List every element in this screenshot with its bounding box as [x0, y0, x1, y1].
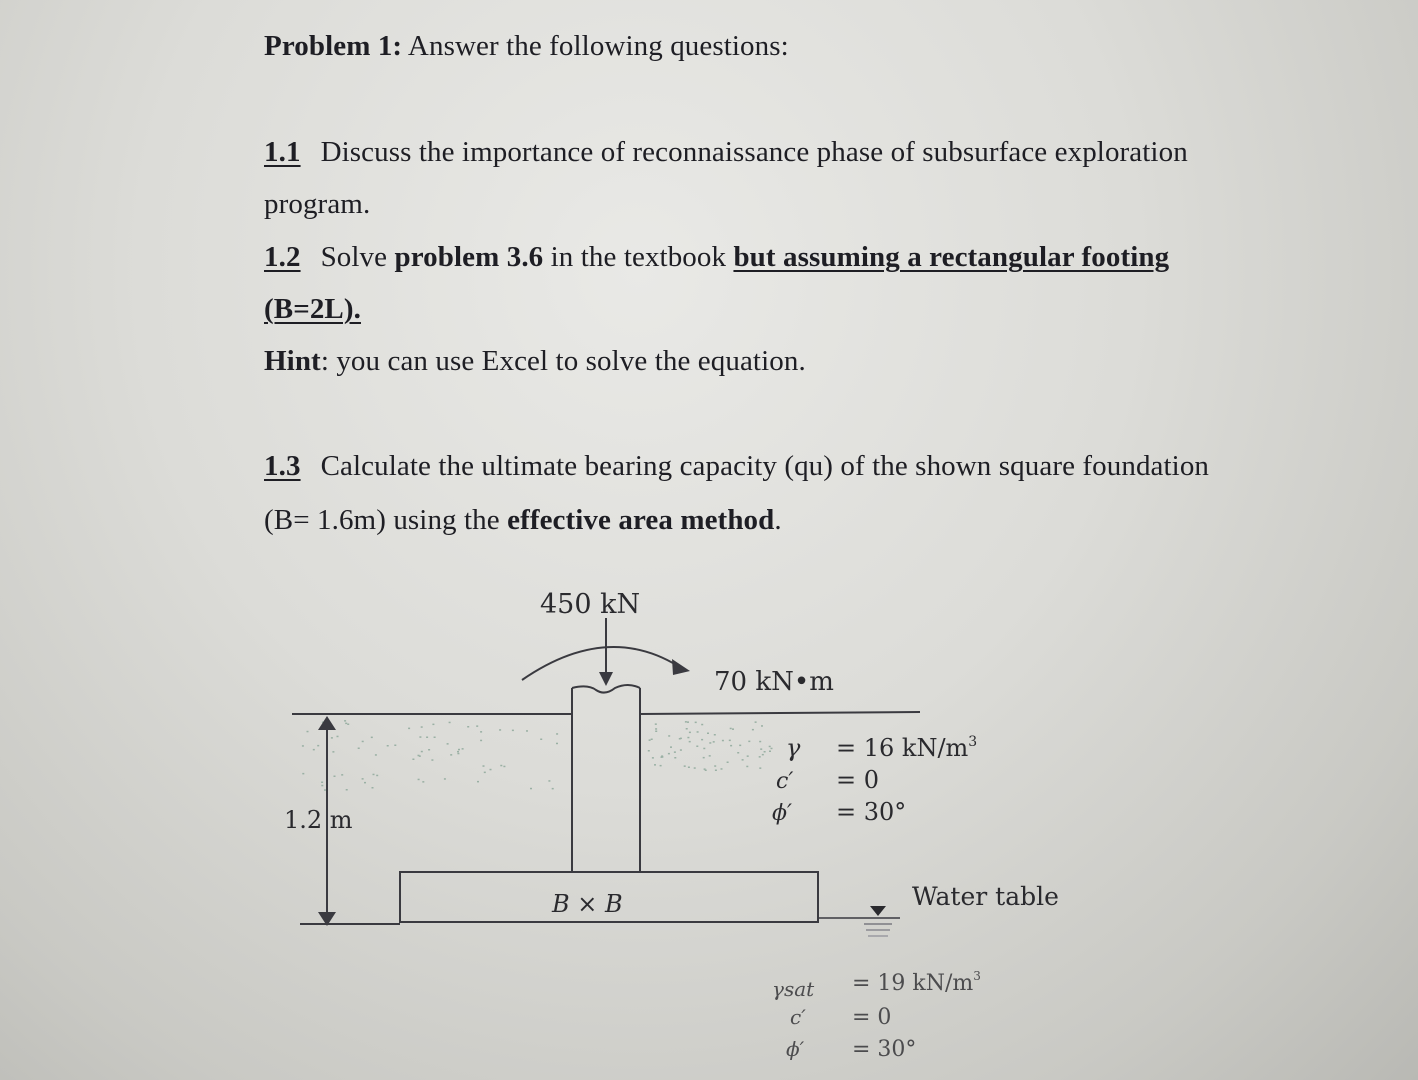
- soil-speckle: [302, 745, 304, 747]
- soil-speckle: [313, 749, 315, 751]
- hint-text: : you can use Excel to solve the equation.: [320, 345, 806, 377]
- soil-speckle: [661, 755, 663, 757]
- soil-speckle: [715, 770, 717, 772]
- soil-speckle: [362, 741, 364, 743]
- soil-speckle: [655, 731, 657, 733]
- unit-weight-value: = 16 $kN/m^3$: [836, 734, 978, 762]
- gamma-sat-symbol: γsat: [772, 977, 815, 1001]
- cohesion-symbol: c′: [790, 1005, 806, 1029]
- soil-speckle: [703, 748, 705, 750]
- soil-speckle: [540, 739, 542, 741]
- soil-speckle: [705, 770, 707, 772]
- soil-speckle: [680, 738, 682, 740]
- emphasis-text: (B=2L).: [264, 293, 361, 325]
- soil-speckle: [707, 733, 709, 735]
- soil-speckle: [422, 781, 424, 783]
- soil-speckle: [697, 731, 699, 733]
- soil-speckle: [499, 729, 501, 731]
- upper-soil-properties: [772, 734, 977, 826]
- question-text: Discuss the importance of reconnaissance phase of subsurface exploration: [320, 136, 1188, 168]
- soil-speckle: [394, 745, 396, 747]
- soil-speckle: [709, 742, 711, 744]
- question-text: (B= 1.6m) using the: [264, 504, 508, 536]
- moment-label: 70 kN•m: [714, 667, 834, 697]
- soil-speckle: [526, 730, 528, 732]
- soil-speckle: [345, 723, 347, 725]
- load-arrow-head: [599, 672, 613, 686]
- soil-speckle: [759, 741, 761, 743]
- soil-speckle: [434, 737, 436, 739]
- soil-speckle: [761, 725, 763, 727]
- question-text: program.: [264, 188, 371, 220]
- friction-angle-value: = 30°: [852, 1037, 917, 1062]
- soil-speckle: [727, 762, 729, 764]
- cohesion-symbol: c′: [776, 769, 794, 794]
- soil-speckle: [376, 775, 378, 777]
- soil-speckle: [730, 728, 732, 730]
- soil-speckle: [530, 788, 532, 790]
- soil-speckles: [302, 720, 773, 791]
- emphasis-text: but assuming a rectangular footing: [733, 241, 1170, 273]
- soil-speckle: [746, 766, 748, 768]
- hint-label: Hint: [264, 345, 321, 377]
- soil-speckle: [418, 755, 420, 757]
- soil-speckle: [371, 737, 373, 739]
- soil-speckle: [457, 753, 459, 755]
- soil-speckle: [747, 755, 749, 757]
- soil-speckle: [674, 751, 676, 753]
- soil-speckle: [729, 740, 731, 742]
- soil-speckle: [701, 724, 703, 726]
- soil-speckle: [321, 785, 323, 787]
- soil-speckle: [714, 734, 716, 736]
- question-number: 1.2: [264, 241, 301, 273]
- soil-speckle: [649, 739, 651, 741]
- soil-speckle: [556, 743, 558, 745]
- soil-speckle: [670, 746, 672, 748]
- soil-speckle: [648, 750, 650, 752]
- soil-speckle: [457, 751, 459, 753]
- soil-speckle: [721, 768, 723, 770]
- soil-speckle: [426, 737, 428, 739]
- soil-speckle: [358, 748, 360, 750]
- soil-speckle: [480, 740, 482, 742]
- soil-speckle: [334, 776, 336, 778]
- soil-speckle: [701, 739, 703, 741]
- soil-speckle: [739, 745, 741, 747]
- soil-speckle: [655, 728, 657, 730]
- soil-speckle: [674, 757, 676, 759]
- question-text: .: [774, 504, 782, 536]
- soil-speckle: [408, 728, 410, 730]
- soil-speckle: [321, 782, 323, 784]
- footing-size-label: B × B: [552, 890, 623, 918]
- soil-speckle: [771, 748, 773, 750]
- soil-speckle: [432, 724, 434, 726]
- water-table-label: Water table: [912, 882, 1059, 911]
- soil-speckle: [713, 741, 715, 743]
- soil-speckle: [476, 725, 478, 727]
- soil-speckle: [375, 754, 377, 756]
- soil-speckle: [689, 732, 691, 734]
- soil-speckle: [652, 757, 654, 759]
- depth-label: 1.2 m: [284, 806, 353, 834]
- soil-speckle: [337, 736, 339, 738]
- friction-angle-symbol: ϕ′: [786, 1037, 805, 1061]
- soil-speckle: [695, 722, 697, 724]
- soil-speckle: [769, 751, 771, 753]
- soil-speckle: [696, 746, 698, 748]
- soil-speckle: [730, 745, 732, 747]
- soil-speckle: [732, 728, 734, 730]
- soil-speckle: [458, 749, 460, 751]
- soil-speckle: [341, 774, 343, 776]
- soil-speckle: [331, 737, 333, 739]
- soil-speckle: [490, 769, 492, 771]
- soil-speckle: [483, 765, 485, 767]
- soil-speckle: [668, 735, 670, 737]
- soil-speckle: [503, 766, 505, 768]
- soil-speckle: [344, 720, 346, 722]
- gamma-symbol: γ: [786, 734, 801, 762]
- cohesion-value: = 0: [852, 1005, 892, 1030]
- soil-speckle: [748, 741, 750, 743]
- soil-speckle: [418, 779, 420, 781]
- soil-speckle: [687, 721, 689, 723]
- soil-speckle: [769, 746, 771, 748]
- soil-speckle: [421, 751, 423, 753]
- soil-speckle: [421, 726, 423, 728]
- soil-speckle: [412, 759, 414, 761]
- soil-speckle: [307, 731, 309, 733]
- soil-speckle: [759, 767, 761, 769]
- soil-speckle: [387, 745, 389, 747]
- method-name: effective area method: [507, 504, 775, 536]
- soil-speckle: [428, 749, 430, 751]
- soil-speckle: [500, 765, 502, 767]
- soil-speckle: [324, 789, 326, 791]
- problem-reference: problem 3.6: [394, 241, 544, 273]
- soil-speckle: [512, 730, 514, 732]
- soil-speckle: [444, 778, 446, 780]
- column-break-line: [572, 685, 640, 693]
- soil-speckle: [688, 767, 690, 769]
- soil-speckle: [332, 751, 334, 753]
- soil-speckle: [684, 765, 686, 767]
- soil-speckle: [302, 773, 304, 775]
- problem-instruction: Answer the following questions:: [402, 30, 789, 62]
- soil-speckle: [556, 733, 558, 735]
- soil-speckle: [660, 765, 662, 767]
- friction-angle-value: = 30°: [836, 798, 907, 826]
- soil-speckle: [484, 772, 486, 774]
- soil-speckle: [689, 741, 691, 743]
- soil-speckle: [685, 721, 687, 723]
- soil-speckle: [548, 780, 550, 782]
- soil-speckle: [449, 722, 451, 724]
- soil-speckle: [462, 748, 464, 750]
- cohesion-value: = 0: [836, 766, 880, 794]
- soil-speckle: [467, 726, 469, 728]
- soil-speckle: [346, 789, 348, 791]
- soil-speckle: [347, 724, 349, 726]
- soil-speckle: [752, 729, 754, 731]
- soil-speckle: [373, 774, 375, 776]
- soil-speckle: [680, 749, 682, 751]
- question-number: 1.1: [264, 136, 301, 168]
- soil-speckle: [755, 721, 757, 723]
- question-text: Solve: [320, 241, 395, 273]
- friction-angle-symbol: ϕ′: [772, 801, 792, 826]
- question-number: 1.3: [264, 450, 301, 482]
- soil-speckle: [651, 739, 653, 741]
- soil-speckle: [364, 782, 366, 784]
- soil-speckle: [759, 756, 761, 758]
- soil-speckle: [447, 743, 449, 745]
- soil-speckle: [317, 745, 319, 747]
- soil-speckle: [703, 757, 705, 759]
- moment-arrow-head: [672, 659, 690, 675]
- soil-speckle: [762, 754, 764, 756]
- soil-speckle: [687, 737, 689, 739]
- soil-speckle: [709, 755, 711, 757]
- load-label: 450 kN: [540, 589, 641, 620]
- soil-speckle: [362, 778, 364, 780]
- soil-speckle: [419, 736, 421, 738]
- soil-speckle: [722, 740, 724, 742]
- problem-label: Problem 1:: [264, 30, 403, 62]
- water-table-icon: [870, 906, 886, 916]
- ground-surface-right: [640, 712, 920, 714]
- soil-speckle: [760, 748, 762, 750]
- soil-speckle: [431, 759, 433, 761]
- column-outline: [572, 688, 640, 872]
- depth-arrow-top: [318, 716, 336, 730]
- soil-speckle: [372, 787, 374, 789]
- soil-speckle: [668, 753, 670, 755]
- soil-speckle: [764, 751, 766, 753]
- soil-speckle: [742, 759, 744, 761]
- soil-speckle: [552, 788, 554, 790]
- soil-speckle: [694, 767, 696, 769]
- soil-speckle: [480, 731, 482, 733]
- moment-arrow-arc: [522, 647, 678, 680]
- soil-speckle: [477, 781, 479, 783]
- soil-speckle: [686, 728, 688, 730]
- soil-speckle: [450, 754, 452, 756]
- lower-soil-properties: [772, 969, 981, 1062]
- soil-speckle: [655, 723, 657, 725]
- question-text: in the textbook: [543, 241, 734, 273]
- soil-speckle: [654, 764, 656, 766]
- soil-speckle: [737, 752, 739, 754]
- question-text: Calculate the ultimate bearing capacity (qu) of the shown square foundation: [320, 450, 1210, 482]
- saturated-unit-weight-value: = 19 $kN/m^3$: [852, 969, 981, 996]
- soil-speckle: [714, 765, 716, 767]
